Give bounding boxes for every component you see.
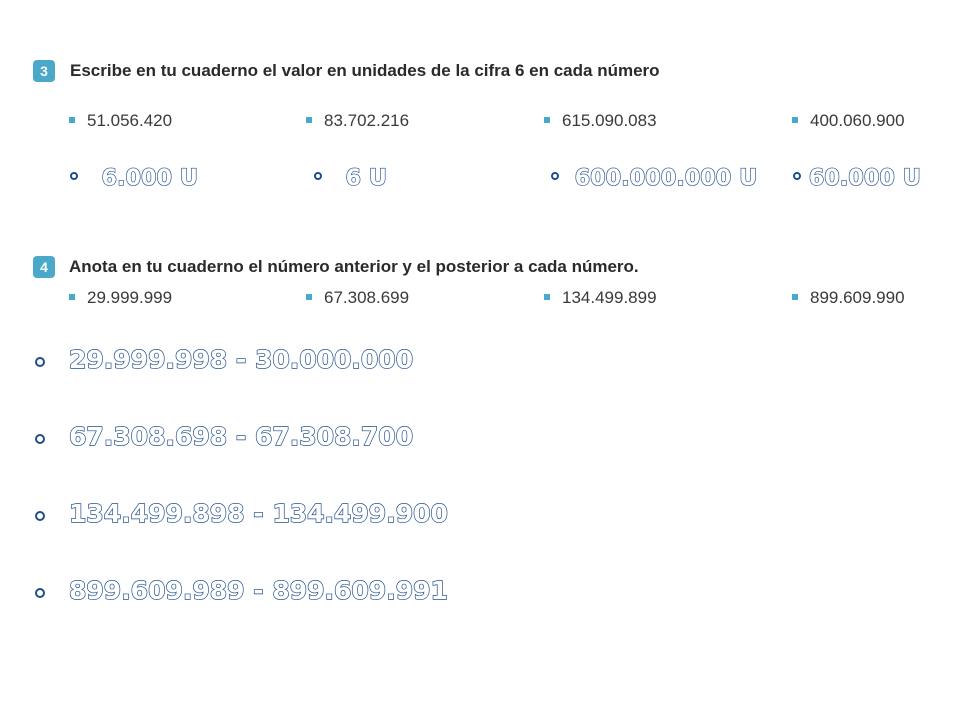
exercise-3-item: [306, 111, 409, 131]
exercise-3-item-value: 615.090.083: [562, 111, 657, 130]
exercise-4-answer: 134.499.898 - 134.499.900: [69, 499, 448, 528]
exercise-3-item-value: 400.060.900: [810, 111, 905, 130]
exercise-4-item: [306, 288, 409, 308]
bullet-square-icon: [306, 117, 312, 123]
exercise-3-answer-value: 6.000 U: [101, 166, 199, 191]
bullet-dot-icon: [35, 434, 45, 444]
exercise-4-item-value: 134.499.899: [562, 288, 657, 307]
exercise-3-answer: [314, 166, 387, 191]
bullet-square-icon: [69, 294, 75, 300]
exercise-4-item-value: 67.308.699: [324, 288, 410, 307]
exercise-3-answer: [70, 166, 198, 191]
exercise-3-badge: 3: [33, 60, 55, 82]
exercise-3-item: [544, 111, 657, 131]
exercise-4-item-value: 899.609.990: [810, 288, 905, 307]
exercise-4-answer: 67.308.698 - 67.308.700: [69, 422, 414, 451]
bullet-dot-icon: [70, 172, 78, 180]
exercise-3-answer-value: 6 U: [345, 166, 388, 191]
exercise-3-item-value: 83.702.216: [324, 111, 410, 130]
bullet-square-icon: [544, 117, 550, 123]
exercise-3-item: [792, 111, 905, 131]
exercise-3-answer: [793, 166, 921, 191]
exercise-3-answer-value: 600.000.000 U: [574, 166, 758, 191]
exercise-3-item-value: 51.056.420: [87, 111, 173, 130]
bullet-dot-icon: [551, 172, 559, 180]
exercise-4-answer: 899.609.989 - 899.609.991: [69, 576, 448, 605]
exercise-4-badge: 4: [33, 256, 55, 278]
exercise-4-title: Anota en tu cuaderno el número anterior y el posterior a cada número.: [69, 257, 639, 276]
bullet-square-icon: [306, 294, 312, 300]
bullet-dot-icon: [35, 588, 45, 598]
exercise-4-item: [544, 288, 657, 308]
exercise-3-item: [69, 111, 172, 131]
exercise-4-answer: 29.999.998 - 30.000.000: [69, 345, 414, 374]
bullet-square-icon: [544, 294, 550, 300]
bullet-dot-icon: [793, 172, 801, 180]
exercise-3-answer: [551, 166, 757, 191]
bullet-dot-icon: [314, 172, 322, 180]
exercise-4-item: [69, 288, 172, 308]
bullet-square-icon: [792, 294, 798, 300]
bullet-dot-icon: [35, 357, 45, 367]
exercise-4-item: [792, 288, 905, 308]
bullet-square-icon: [792, 117, 798, 123]
bullet-dot-icon: [35, 511, 45, 521]
exercise-3-title: Escribe en tu cuaderno el valor en unidades de la cifra 6 en cada número: [70, 61, 660, 80]
bullet-square-icon: [69, 117, 75, 123]
exercise-4-item-value: 29.999.999: [87, 288, 173, 307]
exercise-3-answer-value: 60.000 U: [808, 166, 921, 191]
